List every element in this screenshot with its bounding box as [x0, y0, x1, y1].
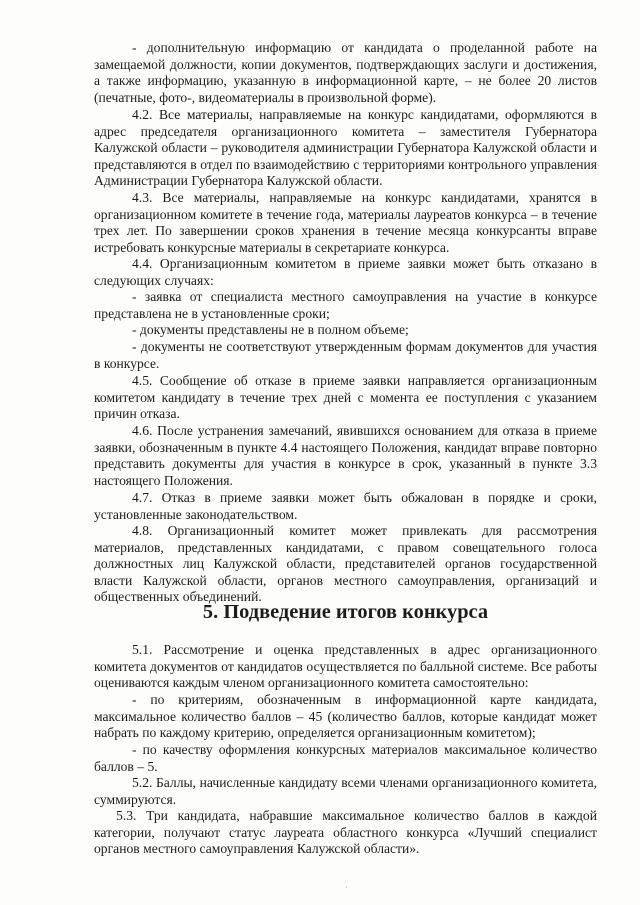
paragraph-5-3: 5.3. Три кандидата, набравшие максимальное количество баллов в каждой категории, получают статус лауреата областного конкурса «Лучший специалист органов местного самоуправления Калужской области».	[94, 808, 597, 857]
paragraph-5-1: 5.1. Рассмотрение и оценка представленных в адрес организационного комитета документов от кандидатов осуществляется по балльной системе. Все работы оцениваются каждым членом организационного комитета самостоятельно:	[94, 642, 597, 691]
paragraph-4-3: 4.3. Все материалы, направляемые на конкурс кандидатами, хранятся в организационном комитете в течение года, материалы лауреатов конкурса – в течение трех лет. По завершении сроков хранения в течение месяца конкурсанты вправе истребовать конкурсные материалы в секретариате конкурса.	[94, 190, 597, 255]
paragraph-4-4: 4.4. Организационным комитетом в приеме заявки может быть отказано в следующих случаях:	[94, 256, 597, 288]
paragraph-criteria: - по критериям, обозначенным в информационной карте кандидата, максимальное количество баллов – 45 (количество баллов, которые кандидат может набрать по каждому критерию, определяется организационным комитетом);	[94, 692, 597, 741]
paragraph-4-6: 4.6. После устранения замечаний, явившихся основанием для отказа в приеме заявки, обозначенным в пункте 4.4 настоящего Положения, кандидат вправе повторно представить документы для участия в конкурсе в срок, указанный в пункте 3.3 настоящего Положения.	[94, 423, 597, 488]
section-title: 5. Подведение итогов конкурса	[202, 601, 489, 623]
paragraph-refusal-case-3: - документы не соответствуют утвержденным формам документов для участия в конкурсе.	[94, 339, 597, 371]
paragraph-5-2: 5.2. Баллы, начисленные кандидату всеми членами организационного комитета, суммируются.	[94, 775, 597, 807]
paragraph-4-2: 4.2. Все материалы, направляемые на конкурс кандидатами, оформляются в адрес председателя организационного комитета – заместителя Губернатора Калужской области – руководителя администрации Губернатора Калужской области и представляются в отдел по взаимодействию с территориями контрольного управления Администрации Губернатора Калужской области.	[94, 107, 597, 189]
paragraph-refusal-case-2: - документы представлены не в полном объеме;	[132, 322, 409, 337]
paragraph-4-7: 4.7. Отказ в приеме заявки может быть обжалован в порядке и сроки, установленные законодательством.	[94, 490, 597, 522]
paragraph-additional-info: - дополнительную информацию от кандидата о проделанной работе на замещаемой должности, копии документов, подтверждающих заслуги и достижения, а также информацию, указанную в информационной карте, – не более 20 листов (печатные, фото-, видеоматериалы в произвольной форме).	[94, 40, 597, 105]
paragraph-4-5: 4.5. Сообщение об отказе в приеме заявки направляется организационным комитетом кандидату в течение трех дней с момента ее поступления с указанием причин отказа.	[94, 373, 597, 422]
paragraph-refusal-case-1: - заявка от специалиста местного самоуправления на участие в конкурсе представлена не в установленные сроки;	[94, 289, 597, 321]
scan-dot: ·	[345, 883, 348, 892]
paragraph-quality: - по качеству оформления конкурсных материалов максимальное количество баллов – 5.	[94, 742, 597, 774]
paragraph-4-8: 4.8. Организационный комитет может привлекать для рассмотрения материалов, представленных кандидатами, с правом совещательного голоса должностных лиц Калужской области, представителей органов государственной власти Калужской области, органов местного самоуправления, организаций и общественных объединений.	[94, 523, 597, 605]
